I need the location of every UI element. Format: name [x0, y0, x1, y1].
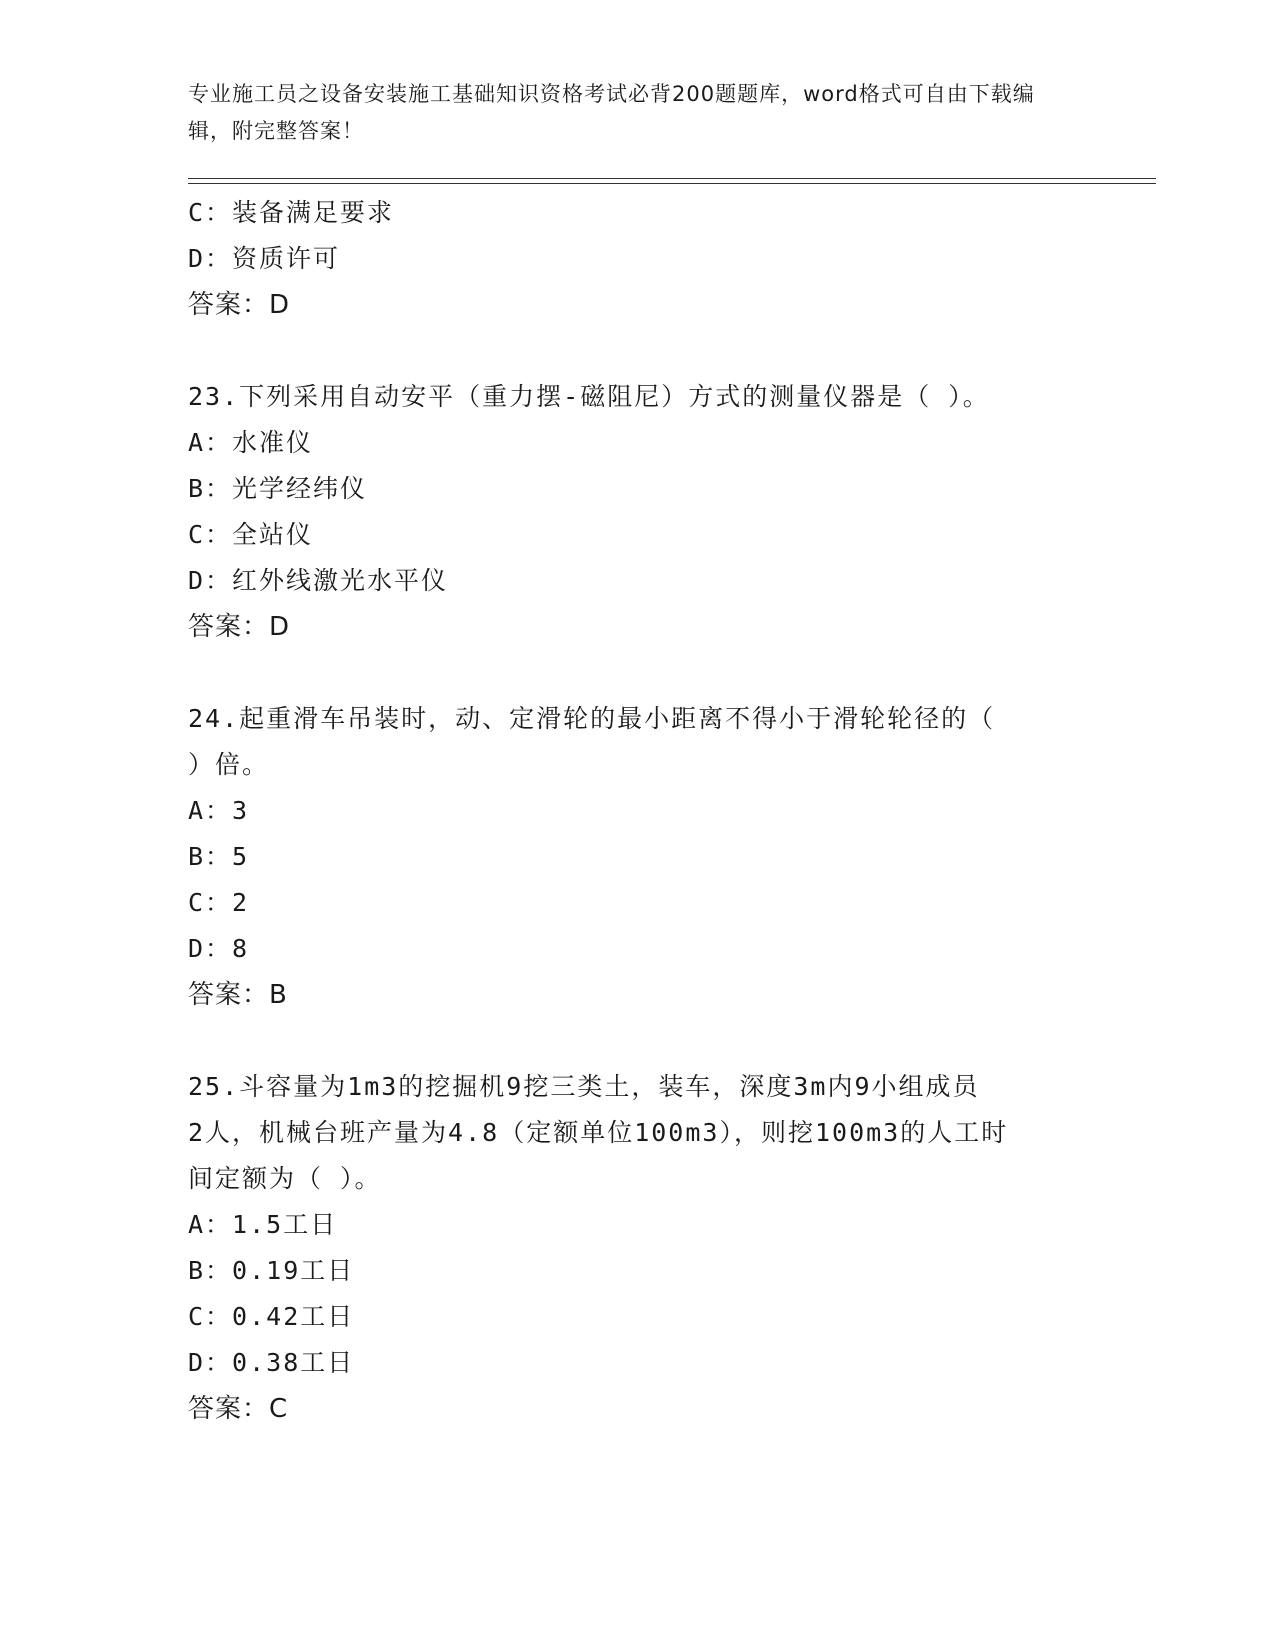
option-a: A：1.5工日 [188, 1210, 338, 1239]
question-23 [188, 374, 1088, 650]
option-a: A：水准仪 [188, 428, 314, 457]
question-24 [188, 696, 1088, 1018]
answer-line: 答案：D [188, 612, 291, 642]
option-b: B：光学经纬仪 [188, 474, 368, 503]
answer-line: 答案：C [188, 1394, 289, 1424]
question-text-line-2: ）倍。 [188, 750, 270, 779]
answer-line: 答案：D [188, 290, 291, 320]
page-header [188, 76, 1068, 150]
option-d: D：0.38工日 [188, 1348, 355, 1377]
option-d: D：8 [188, 934, 250, 963]
question-text-line-1: 25.斗容量为1m3的挖掘机9挖三类土，装车，深度3m内9小组成员 [188, 1072, 980, 1101]
document-title: 专业施工员之设备安装施工基础知识资格考试必背200题题库，word格式可自由下载编辑，附完整答案！ [188, 82, 1035, 143]
spacer [188, 650, 1088, 696]
option-d: D：红外线激光水平仪 [188, 566, 449, 595]
question-text-line-2: 2人，机械台班产量为4.8（定额单位100m3），则挖100m3的人工时 [188, 1118, 1009, 1147]
option-b: B：5 [188, 842, 250, 871]
question-text-line-3: 间定额为（ ）。 [188, 1164, 382, 1193]
question-text: 23.下列采用自动安平（重力摆-磁阻尼）方式的测量仪器是（ ）。 [188, 382, 990, 411]
option-c: C：装备满足要求 [188, 198, 395, 227]
option-a: A：3 [188, 796, 250, 825]
question-22 [188, 190, 1088, 328]
header-rule-bottom [188, 183, 1156, 184]
spacer [188, 328, 1088, 374]
option-c: C：全站仪 [188, 520, 314, 549]
option-c: C：2 [188, 888, 250, 917]
question-list [188, 190, 1088, 1432]
option-d: D：资质许可 [188, 244, 341, 273]
option-c: C：0.42工日 [188, 1302, 355, 1331]
option-b: B：0.19工日 [188, 1256, 355, 1285]
answer-line: 答案：B [188, 980, 288, 1010]
spacer [188, 1018, 1088, 1064]
question-25 [188, 1064, 1088, 1432]
header-rule-top [188, 178, 1156, 179]
question-text-line-1: 24.起重滑车吊装时，动、定滑轮的最小距离不得小于滑轮轮径的（ [188, 704, 996, 733]
